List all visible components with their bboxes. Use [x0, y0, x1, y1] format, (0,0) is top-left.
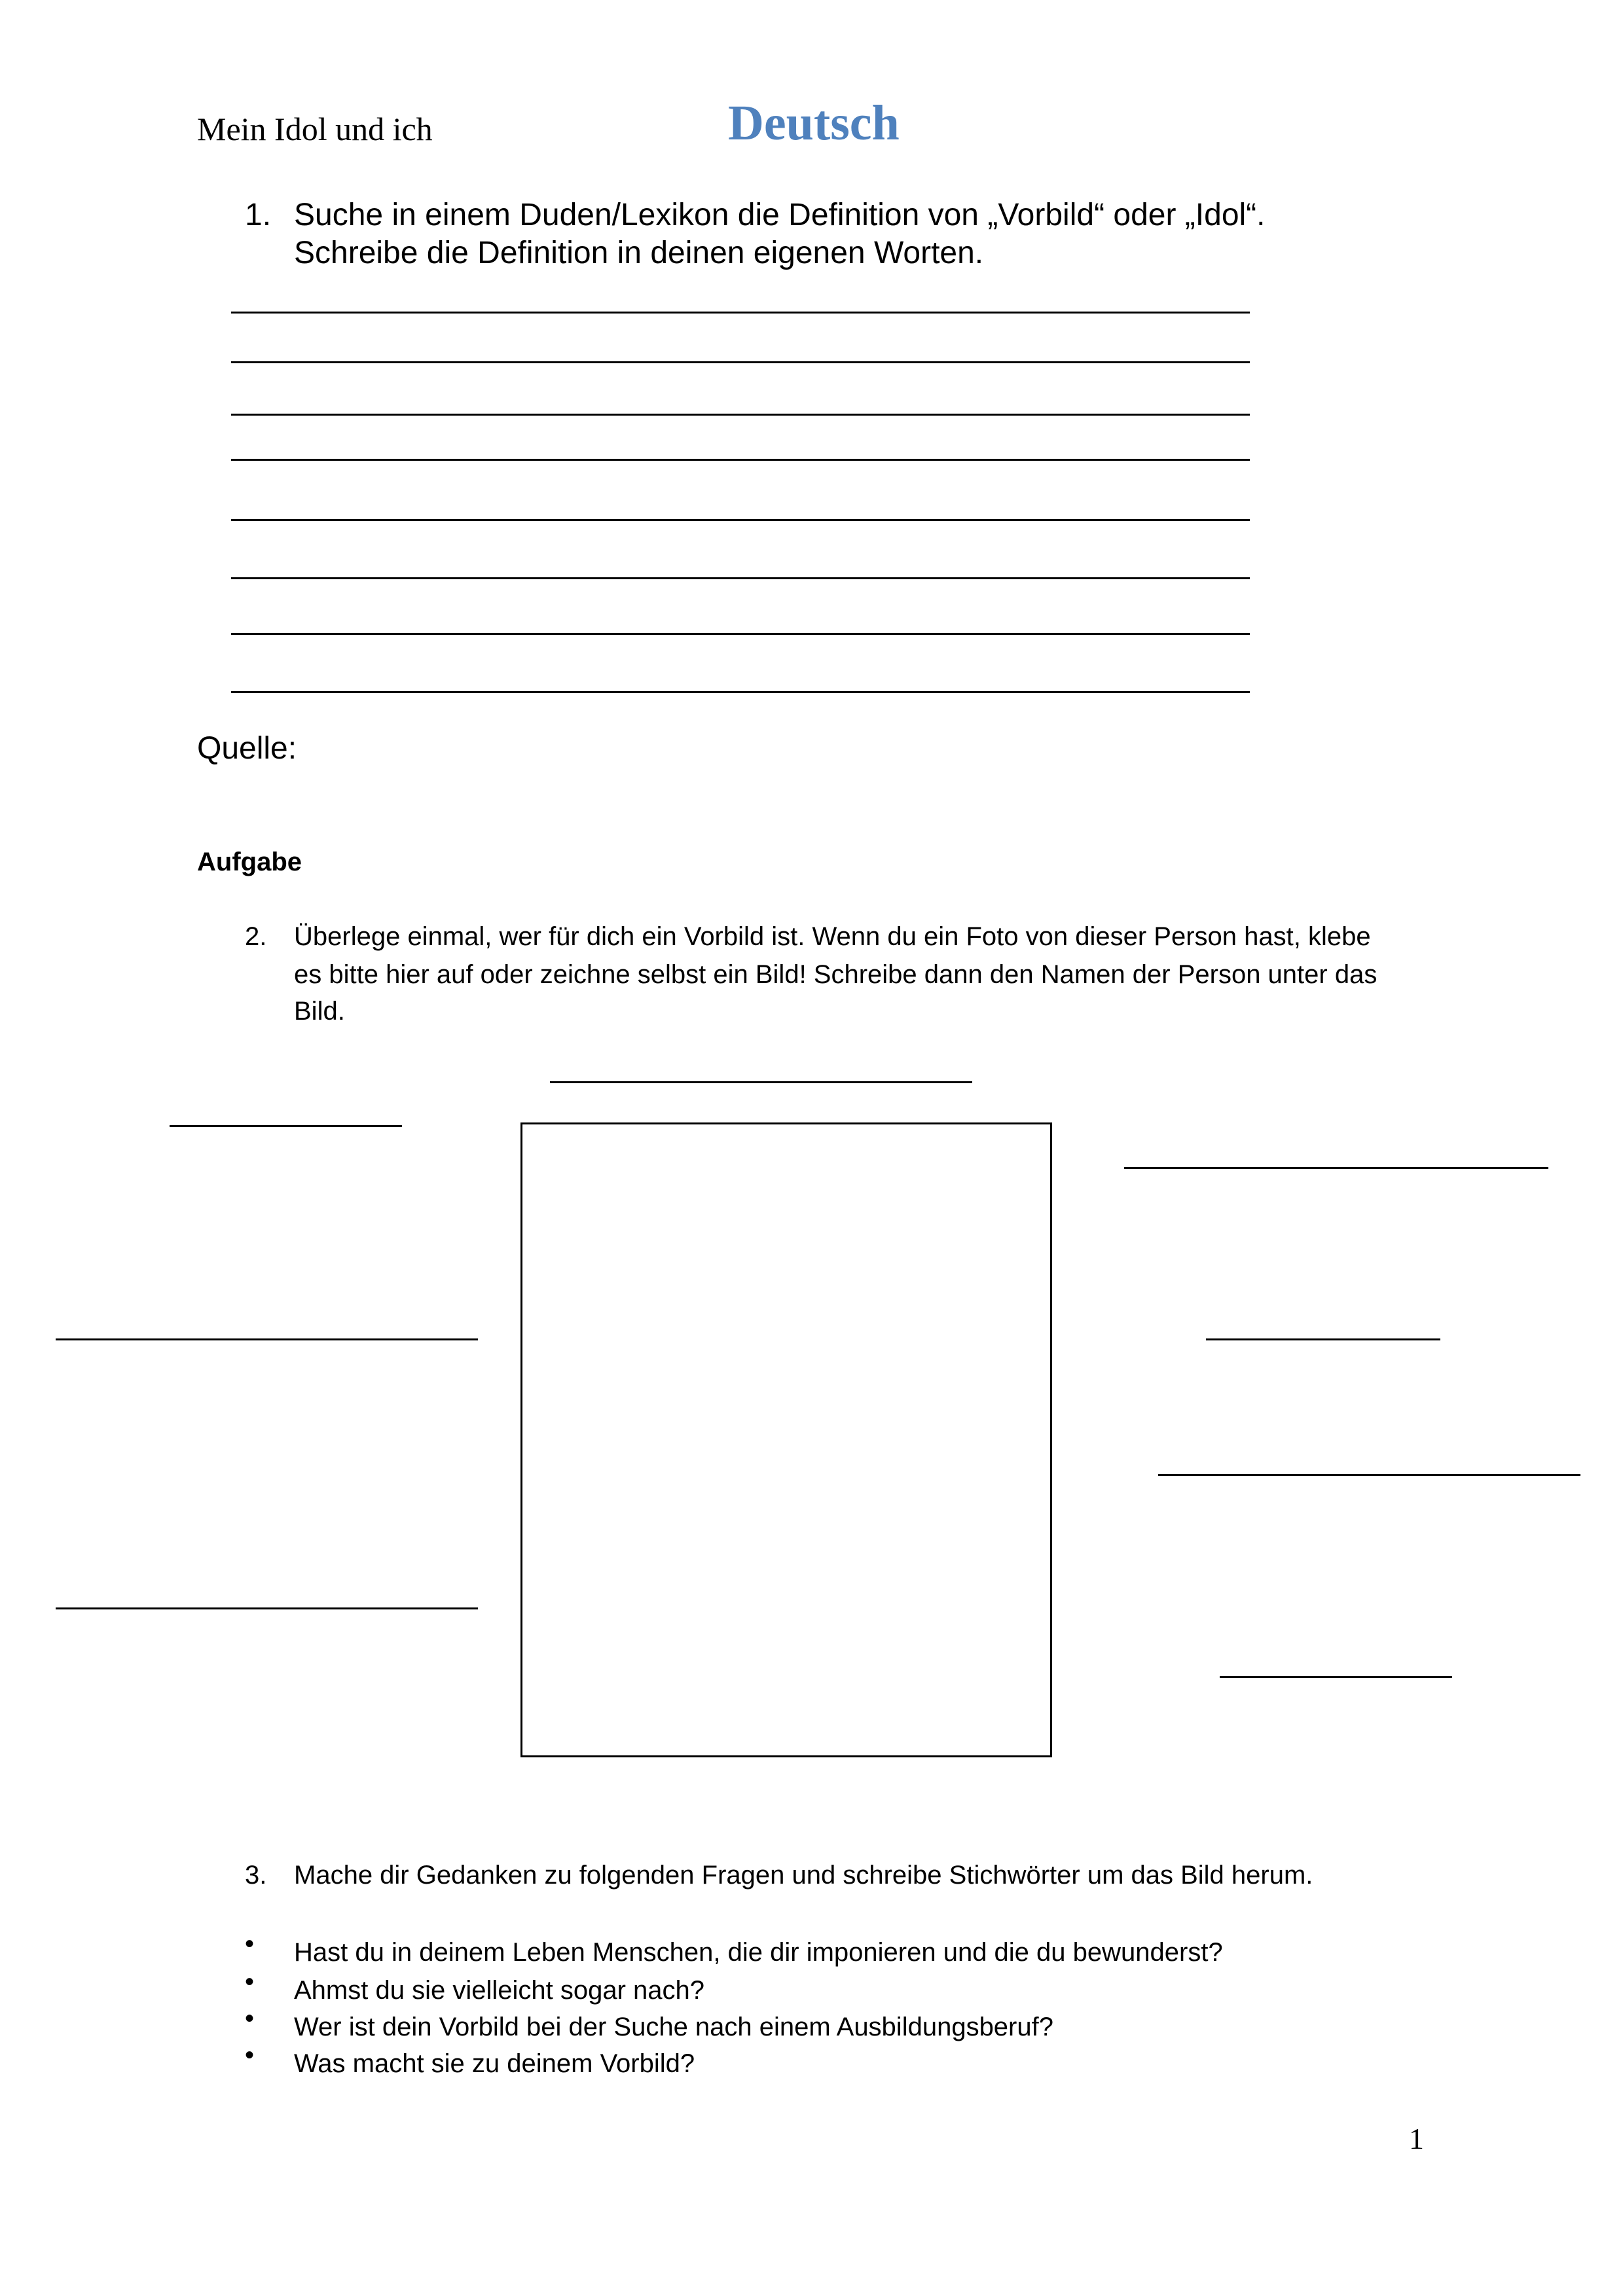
- task2-text-line: es bitte hier auf oder zeichne selbst ein Bild! Schreibe dann den Namen der Person unter das: [294, 960, 1377, 989]
- bullet-icon: •: [245, 1967, 255, 1996]
- answer-line[interactable]: [231, 691, 1250, 693]
- bullet-icon: •: [245, 2004, 255, 2033]
- answer-line[interactable]: [231, 361, 1250, 363]
- source-label: Quelle:: [197, 731, 297, 766]
- keyword-line[interactable]: [1206, 1338, 1440, 1340]
- document-title: Mein Idol und ich: [197, 111, 433, 147]
- keyword-line[interactable]: [56, 1607, 478, 1609]
- task3-number: 3.: [245, 1861, 267, 1890]
- answer-line[interactable]: [231, 414, 1250, 416]
- answer-line[interactable]: [231, 633, 1250, 635]
- task2-text-line: Bild.: [294, 997, 345, 1026]
- keyword-line[interactable]: [1124, 1167, 1548, 1169]
- answer-line[interactable]: [231, 519, 1250, 521]
- task3-text: Mache dir Gedanken zu folgenden Fragen und schreibe Stichwörter um das Bild herum.: [294, 1861, 1313, 1890]
- picture-box[interactable]: [520, 1122, 1052, 1757]
- answer-line[interactable]: [231, 459, 1250, 461]
- question-item: Wer ist dein Vorbild bei der Suche nach einem Ausbildungsberuf?: [294, 2013, 1053, 2041]
- bullet-icon: •: [245, 1929, 255, 1958]
- subject-heading: Deutsch: [728, 96, 900, 151]
- task1-number: 1.: [245, 198, 272, 232]
- task2-text-line: Überlege einmal, wer für dich ein Vorbild ist. Wenn du ein Foto von dieser Person hast, klebe: [294, 922, 1371, 951]
- keyword-line[interactable]: [170, 1125, 402, 1127]
- name-line[interactable]: [550, 1081, 972, 1083]
- answer-line[interactable]: [231, 312, 1250, 314]
- answer-line[interactable]: [231, 577, 1250, 579]
- keyword-line[interactable]: [1158, 1474, 1580, 1476]
- bullet-icon: •: [245, 2041, 255, 2070]
- question-item: Was macht sie zu deinem Vorbild?: [294, 2049, 695, 2078]
- question-item: Ahmst du sie vielleicht sogar nach?: [294, 1976, 704, 2005]
- question-item: Hast du in deinem Leben Menschen, die dir imponieren und die du bewunderst?: [294, 1938, 1223, 1967]
- task1-text-line2: Schreibe die Definition in deinen eigenen Worten.: [294, 236, 984, 270]
- task2-number: 2.: [245, 922, 267, 951]
- section-heading: Aufgabe: [197, 848, 302, 876]
- keyword-line[interactable]: [56, 1338, 478, 1340]
- page-number: 1: [1409, 2122, 1424, 2155]
- task1-text-line1: Suche in einem Duden/Lexikon die Definition von „Vorbild“ oder „Idol“.: [294, 198, 1266, 232]
- keyword-line[interactable]: [1220, 1676, 1452, 1678]
